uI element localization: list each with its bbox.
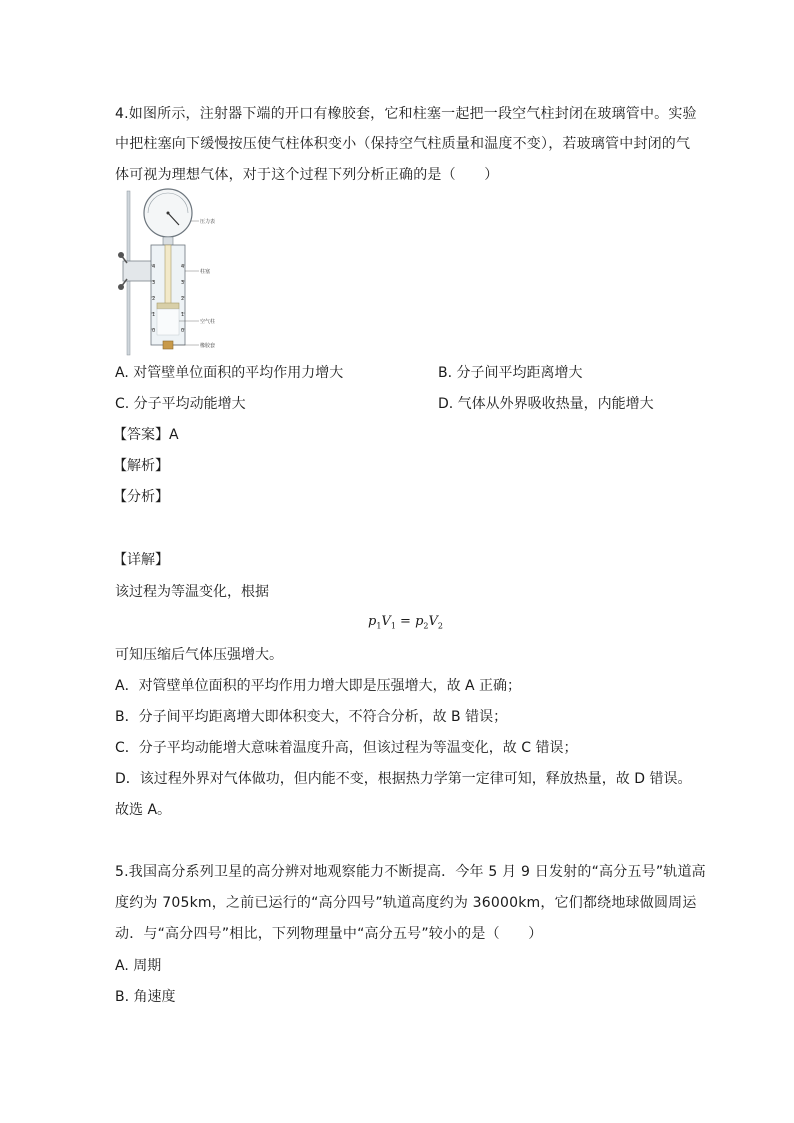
scale-left-1: 1 (152, 312, 156, 318)
detail-line-2: 可知压缩后气体压强增大。 (115, 647, 283, 663)
scale-right-4: 4 (181, 264, 185, 270)
q4-line-3: 体可视为理想气体，对于这个过程下列分析正确的是（ ） (115, 167, 499, 183)
plunger (165, 245, 171, 305)
rubber-cap (163, 341, 173, 349)
detail-line-3: A．对管壁单位面积的平均作用力增大即是压强增大，故 A 正确； (115, 678, 522, 694)
detail-line-7: 故选 A。 (115, 802, 172, 818)
q4-option-a: A. 对管壁单位面积的平均作用力增大 (115, 365, 344, 381)
scale-left-4: 4 (152, 264, 156, 270)
q5-line-1: 5.我国高分系列卫星的高分辨对地观察能力不断提高．今年 5 月 9 日发射的“高分五号”轨道高 (115, 864, 706, 880)
detail-line-6: D．该过程外界对气体做功，但内能不变，根据热力学第一定律可知，释放热量，故 D 错误。 (115, 771, 692, 787)
q4-option-d: D. 气体从外界吸收热量，内能增大 (438, 396, 654, 412)
scale-right-3: 3 (181, 280, 185, 286)
scale-left-3: 3 (152, 280, 156, 286)
q4-option-c: C. 分子平均动能增大 (115, 396, 246, 412)
detail-line-5: C．分子平均动能增大意味着温度升高，但该过程为等温变化，故 C 错误； (115, 740, 578, 756)
q5-line-3: 动．与“高分四号”相比，下列物理量中“高分五号”较小的是（ ） (115, 926, 543, 942)
air-column (157, 309, 179, 335)
label-air-column: 空气柱 (200, 319, 216, 325)
syringe-diagram (113, 191, 216, 355)
analysis-tag: 【解析】 (113, 458, 169, 474)
detail-tag: 【详解】 (113, 552, 169, 568)
label-rubber-cap: 橡胶套 (200, 343, 216, 349)
isothermal-formula: $p_1V_1 = p_2V_2$ (368, 614, 443, 631)
q4-line-1: 4.如图所示，注射器下端的开口有橡胶套，它和柱塞一起把一段空气柱封闭在玻璃管中。实验 (115, 106, 697, 122)
q4-line-2: 中把柱塞向下缓慢按压使气柱体积变小（保持空气柱质量和温度不变），若玻璃管中封闭的气 (115, 136, 691, 152)
scale-right-1: 1 (181, 312, 185, 318)
label-gauge: 压力表 (200, 219, 216, 225)
scale-left-0: 0 (152, 328, 156, 334)
detail-line-1: 该过程为等温变化，根据 (115, 584, 269, 600)
label-plunger: 柱塞 (200, 269, 211, 275)
q5-line-2: 度约为 705km，之前已运行的“高分四号”轨道高度约为 36000km，它们都绕地球做圆周运 (115, 895, 697, 911)
scale-left-2: 2 (152, 296, 156, 302)
scale-right-0: 0 (181, 328, 185, 334)
q4-option-b: B. 分子间平均距离增大 (438, 365, 583, 381)
syringe-apparatus-figure (113, 191, 216, 355)
q5-option-a: A. 周期 (115, 958, 162, 974)
q5-option-b: B. 角速度 (115, 989, 176, 1005)
answer-tag: 【答案】A (113, 427, 179, 443)
fenxi-tag: 【分析】 (113, 489, 169, 505)
scale-right-2: 2 (181, 296, 185, 302)
detail-line-4: B．分子间平均距离增大即体积变大，不符合分析，故 B 错误； (115, 709, 508, 725)
